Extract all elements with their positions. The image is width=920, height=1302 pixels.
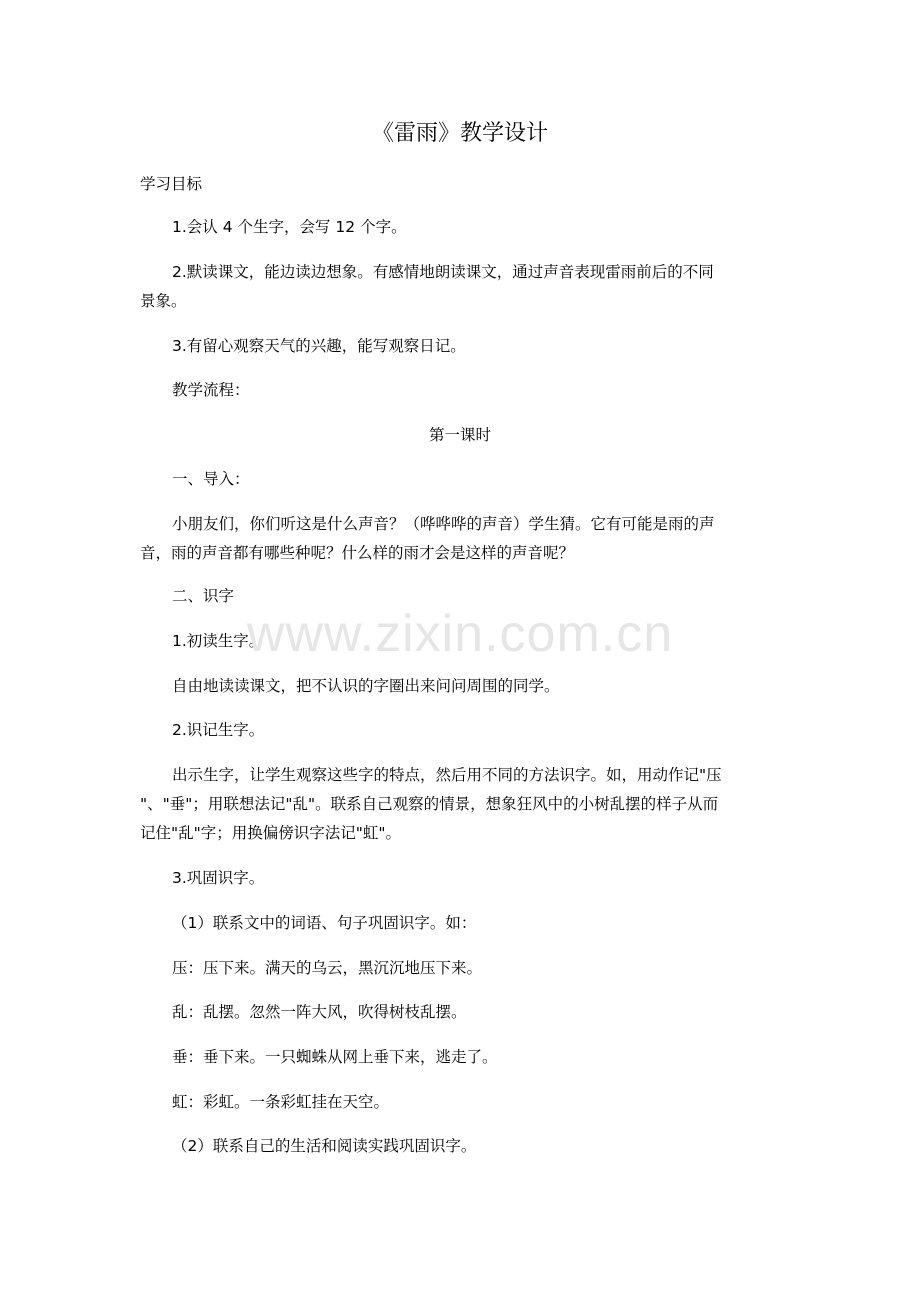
step-3-sub-2: （2）联系自己的生活和阅读实践巩固识字。 [172, 1137, 477, 1155]
step-2: 2.识记生字。 [172, 721, 265, 739]
section-2-heading: 二、识字 [172, 587, 235, 605]
document-title: 《雷雨》教学设计 [371, 121, 548, 146]
example-ya: 压：压下来。满天的乌云，黑沉沉地压下来。 [172, 959, 483, 977]
step-2-line-1: 出示生字，让学生观察这些字的特点，然后用不同的方法识字。如，用动作记"压 [172, 766, 722, 784]
step-2-line-3: 记住"乱"字；用换偏傍识字法记"虹"。 [140, 824, 402, 842]
step-2-line-2: "、"垂"；用联想法记"乱"。联系自己观察的情景，想象狂风中的小树乱摆的样子从而 [140, 795, 719, 813]
example-hong: 虹：彩虹。一条彩虹挂在天空。 [172, 1093, 390, 1111]
step-2-paragraph [140, 761, 780, 848]
step-3-sub-1: （1）联系文中的词语、句子巩固识字。如： [172, 914, 477, 932]
watermark: www.zixin.com.cn [246, 605, 674, 663]
objective-2-line-2: 景象。 [140, 292, 187, 310]
step-3: 3.巩固识字。 [172, 869, 265, 887]
objective-2 [140, 258, 780, 316]
intro-line-1: 小朋友们，你们听这是什么声音？（哗哗哗的声音）学生猜。它有可能是雨的声 [172, 515, 715, 533]
process-heading: 教学流程： [172, 381, 250, 399]
objectives-heading: 学习目标 [140, 175, 203, 193]
intro-line-2: 音，雨的声音都有哪些种呢？什么样的雨才会是这样的声音呢？ [140, 544, 575, 562]
objective-1: 1.会认 4 个生字，会写 12 个字。 [172, 218, 407, 236]
objective-3: 3.有留心观察天气的兴趣，能写观察日记。 [172, 337, 466, 355]
step-1-text: 自由地读读课文，把不认识的字圈出来问问周围的同学。 [172, 677, 560, 695]
section-1-heading: 一、导入： [172, 470, 250, 488]
example-chui: 垂：垂下来。一只蜘蛛从网上垂下来，逃走了。 [172, 1048, 498, 1066]
objective-2-line-1: 2.默读课文，能边读边想象。有感情地朗读课文，通过声音表现雷雨前后的不同 [172, 263, 714, 281]
lesson-title: 第一课时 [428, 426, 491, 444]
step-1: 1.初读生字。 [172, 632, 265, 650]
intro-paragraph [140, 510, 780, 568]
example-luan: 乱：乱摆。忽然一阵大风，吹得树枝乱摆。 [172, 1003, 467, 1021]
